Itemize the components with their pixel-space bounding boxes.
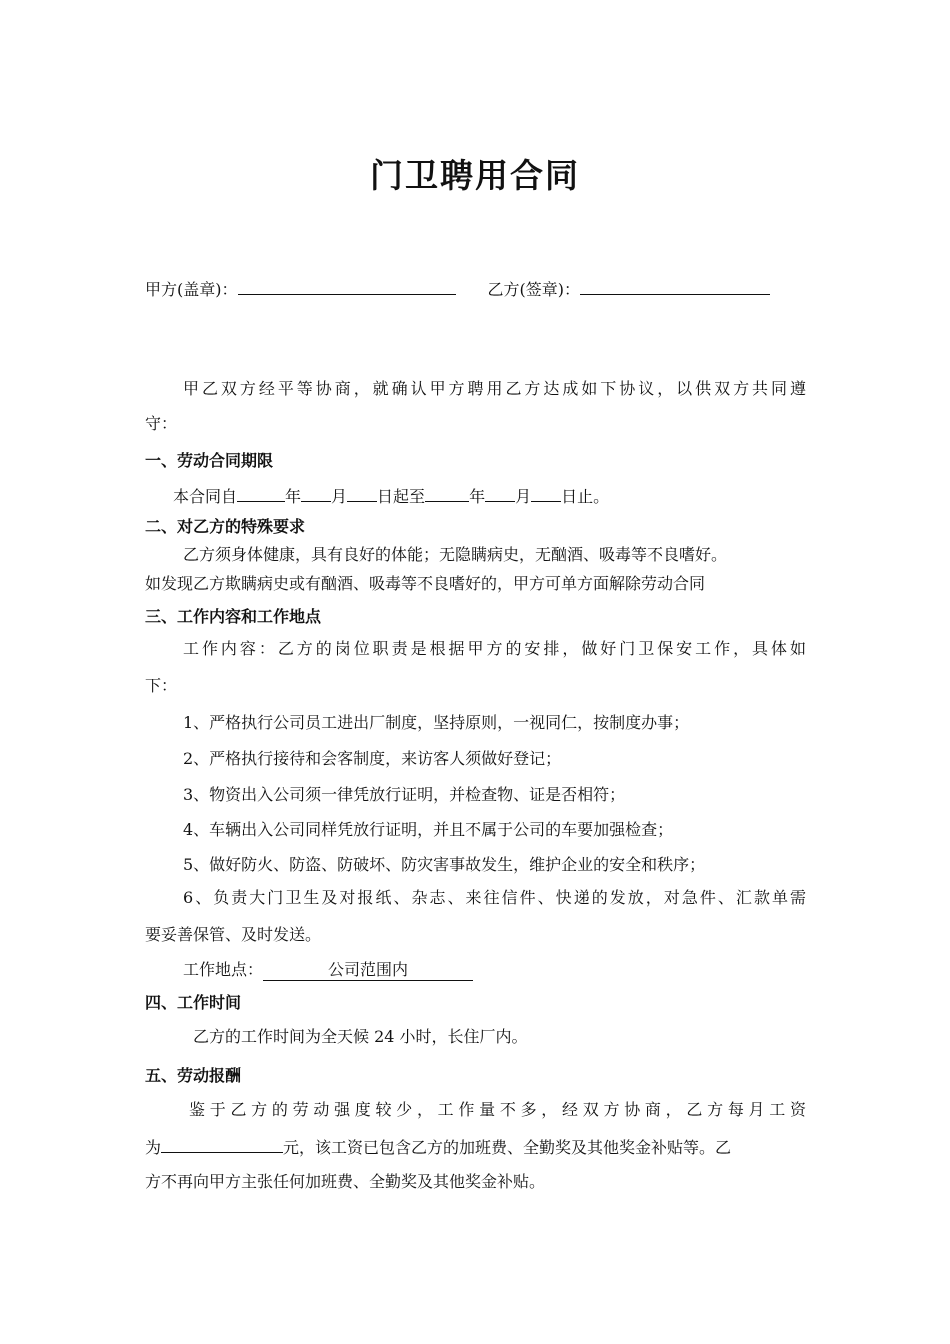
period-year-2: 年	[469, 487, 486, 506]
start-day-blank	[347, 485, 377, 502]
section-5-line-3: 方不再向甲方主张任何加班费、全勤奖及其他奖金补贴。	[145, 1172, 546, 1191]
work-content-line-1: 工作内容：乙方的岗位职责是根据甲方的安排，做好门卫保安工作，具体如	[183, 639, 806, 658]
intro-line-2: 守：	[145, 414, 178, 433]
duty-item-4: 4、车辆出入公司同样凭放行证明，并且不属于公司的车要加强检查；	[183, 820, 674, 839]
section-5-line-2	[145, 1136, 731, 1158]
work-location-value: 公司范围内	[263, 960, 473, 981]
duty-item-1: 1、严格执行公司员工进出厂制度，坚持原则，一视同仁，按制度办事；	[183, 713, 690, 732]
section-2-heading: 二、对乙方的特殊要求	[145, 517, 306, 536]
salary-blank	[161, 1136, 283, 1153]
section-2-line-1: 乙方须身体健康，具有良好的体能；无隐瞒病史，无酗酒、吸毒等不良嗜好。	[183, 545, 728, 564]
section-5-line-1: 鉴于乙方的劳动强度较少，工作量不多，经双方协商，乙方每月工资	[189, 1100, 806, 1119]
work-location-label: 工作地点：	[183, 960, 264, 979]
section-4-line-1: 乙方的工作时间为全天候 24 小时，长住厂内。	[193, 1027, 528, 1046]
period-text-to: 日起至	[377, 487, 426, 506]
section-5-heading: 五、劳动报酬	[145, 1066, 242, 1085]
duty-item-3: 3、物资出入公司须一律凭放行证明，并检查物、证是否相符；	[183, 785, 626, 804]
section-2-line-2: 如发现乙方欺瞒病史或有酗酒、吸毒等不良嗜好的，甲方可单方面解除劳动合同	[145, 574, 706, 593]
section-3-heading: 三、工作内容和工作地点	[145, 607, 322, 626]
page-title: 门卫聘用合同	[370, 156, 580, 195]
section-1-heading: 一、劳动合同期限	[145, 451, 274, 470]
duty-item-2: 2、严格执行接待和会客制度，来访客人须做好登记；	[183, 749, 562, 768]
work-content-line-2: 下：	[145, 676, 178, 695]
party-b-label: 乙方(签章)：	[487, 280, 580, 299]
start-year-blank	[237, 485, 285, 502]
end-month-blank	[485, 485, 515, 502]
signature-row	[145, 278, 770, 300]
party-a-blank	[238, 278, 456, 295]
period-text-end: 日止。	[561, 487, 610, 506]
start-month-blank	[301, 485, 331, 502]
party-b-blank	[580, 278, 770, 295]
duty-item-5: 5、做好防火、防盗、防破坏、防灾害事故发生，维护企业的安全和秩序；	[183, 855, 706, 874]
period-month-1: 月	[331, 487, 348, 506]
party-a-label: 甲方(盖章)：	[145, 280, 238, 299]
period-year-1: 年	[285, 487, 302, 506]
end-year-blank	[425, 485, 469, 502]
period-month-2: 月	[515, 487, 532, 506]
duty-item-6-line-2: 要妥善保管、及时发送。	[145, 925, 322, 944]
salary-prefix: 为	[145, 1138, 162, 1157]
section-4-heading: 四、工作时间	[145, 993, 242, 1012]
contract-period-line	[173, 485, 609, 507]
intro-line-1: 甲乙双方经平等协商，就确认甲方聘用乙方达成如下协议，以供双方共同遵	[183, 379, 806, 398]
salary-suffix: 元，该工资已包含乙方的加班费、全勤奖及其他奖金补贴等。乙	[283, 1138, 732, 1157]
duty-item-6-line-1: 6、负责大门卫生及对报纸、杂志、来往信件、快递的发放，对急件、汇款单需	[183, 888, 806, 907]
period-text-from: 本合同自	[173, 487, 238, 506]
work-location-line	[183, 960, 473, 981]
end-day-blank	[531, 485, 561, 502]
